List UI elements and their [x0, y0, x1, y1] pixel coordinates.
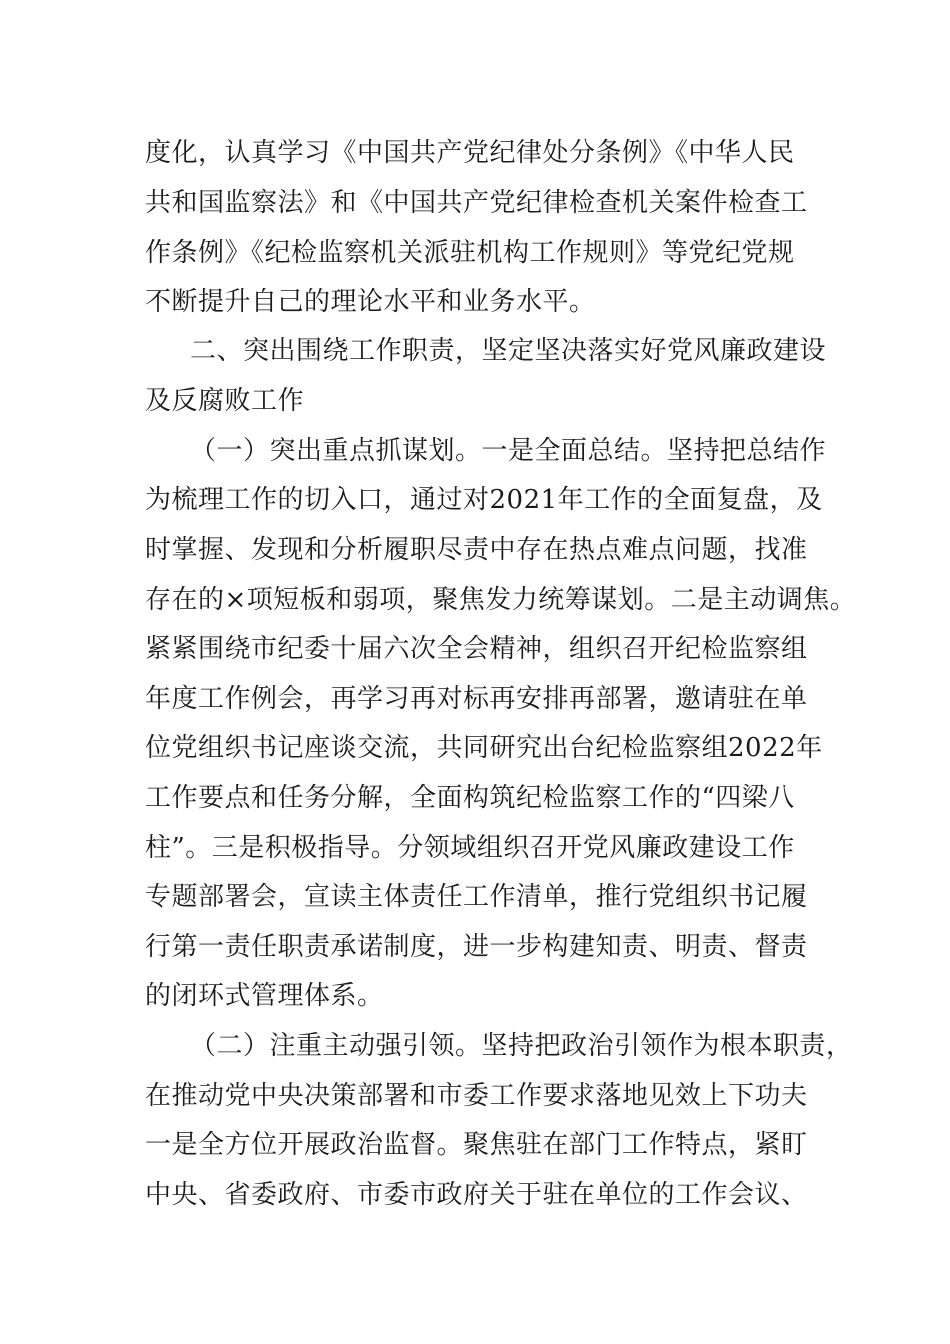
paragraph-line: 位党组织书记座谈交流，共同研究出台纪检监察组2022年 — [145, 733, 823, 763]
paragraph-line: 为梳理工作的切入口，通过对2021年工作的全面复盘，及 — [145, 485, 823, 515]
paragraph-line: 柱”。三是积极指导。分领域组织召开党风廉政建设工作 — [145, 833, 795, 863]
paragraph-line: 工作要点和任务分解，全面构筑纪检监察工作的“四梁八 — [145, 783, 795, 813]
paragraph-line: 共和国监察法》和《中国共产党纪律检查机关案件检查工 — [145, 188, 808, 218]
paragraph-line: 年度工作例会，再学习再对标再安排再部署，邀请驻在单 — [145, 684, 808, 714]
paragraph-line: 一是全方位开展政治监督。聚焦驻在部门工作特点，紧盯 — [145, 1130, 808, 1160]
paragraph-line: 时掌握、发现和分析履职尽责中存在热点难点问题，找准 — [145, 535, 808, 565]
section-heading-line: 二、突出围绕工作职责，坚定坚决落实好党风廉政建设 — [190, 336, 827, 366]
paragraph-line: 行第一责任职责承诺制度，进一步构建知责、明责、督责 — [145, 932, 808, 962]
paragraph-line: （二）注重主动强引领。坚持把政治引领作为根本职责， — [190, 1031, 853, 1061]
paragraph-line: 在推动党中央决策部署和市委工作要求落地见效上下功夫 — [145, 1081, 808, 1111]
paragraph-line: 紧紧围绕市纪委十届六次全会精神，组织召开纪检监察组 — [145, 634, 808, 664]
section-heading-line: 及反腐败工作 — [145, 386, 305, 416]
paragraph-line: 专题部署会，宣读主体责任工作清单，推行党组织书记履 — [145, 882, 808, 912]
paragraph-line: 作条例》《纪检监察机关派驻机构工作规则》等党纪党规 — [145, 238, 795, 268]
paragraph-line: 中央、省委政府、市委市政府关于驻在单位的工作会议、 — [145, 1180, 808, 1210]
paragraph-line: 不断提升自己的理论水平和业务水平。 — [145, 287, 596, 317]
paragraph-line: 度化，认真学习《中国共产党纪律处分条例》《中华人民 — [145, 138, 795, 168]
paragraph-line: （一）突出重点抓谋划。一是全面总结。坚持把总结作 — [190, 436, 827, 466]
paragraph-line: 的闭环式管理体系。 — [145, 981, 384, 1011]
paragraph-line: 存在的×项短板和弱项，聚焦发力统筹谋划。二是主动调焦。 — [145, 585, 857, 615]
